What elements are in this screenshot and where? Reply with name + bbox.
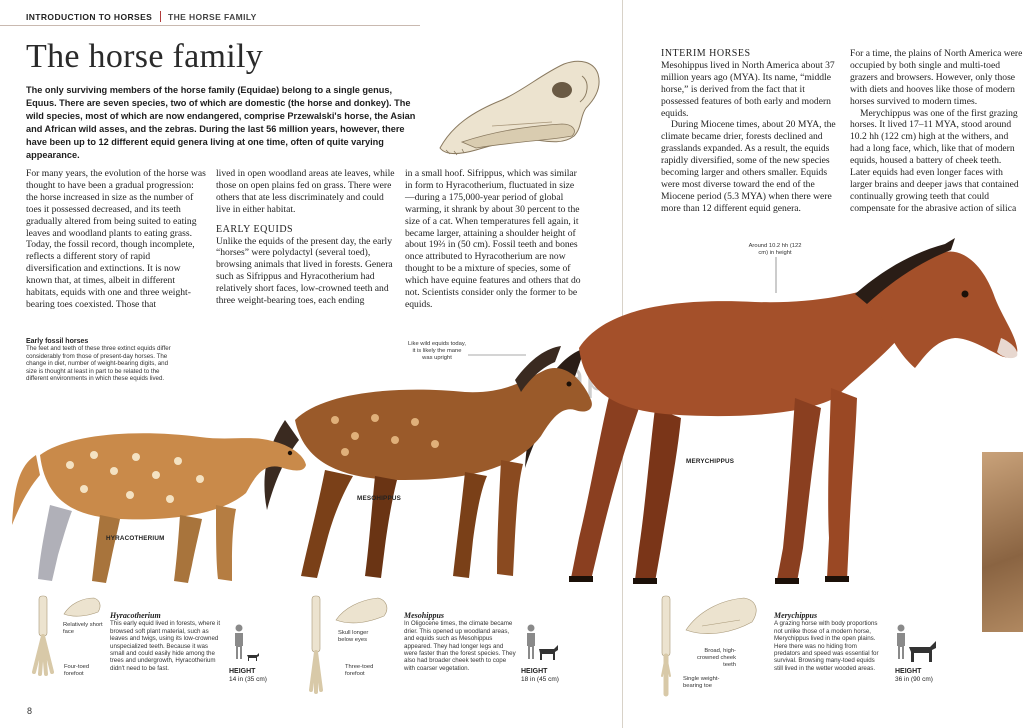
hyracotherium-skull-note: Relatively short face	[63, 622, 103, 635]
intro-paragraph: The only surviving members of the horse family (Equidae) belong to a single genus, Equus. There are seven species, two of which are domestic (the horse and donkey). The wild species, most of which are now endangered, comprise Przewalski's horse, the Asian and African wild asses, and the zebras. During the last 56 million years, however, there have been up to 12 different equid genera living at one time, often of quite varying appearance.	[26, 85, 416, 160]
mesohippus-illustration	[265, 340, 595, 588]
mesohippus-height	[521, 668, 559, 684]
mesohippus-height-label: HEIGHT	[521, 668, 548, 675]
page-number: 8	[27, 706, 33, 716]
mesohippus-foot-note: Three-toed forefoot	[345, 664, 374, 677]
early-equids-heading: EARLY EQUIDS	[216, 223, 294, 235]
hyracotherium-panel	[110, 612, 222, 672]
hyracotherium-scale-animal-icon	[246, 652, 260, 661]
body-column-2-text-a: lived in open woodland areas ate leaves, while those on open plains fed on grass. There were others that ate less discriminately and could live in either habitat.	[216, 168, 395, 215]
merychippus-height	[895, 668, 933, 684]
mesohippus-panel	[404, 612, 516, 672]
hyracotherium-panel-title: Hyracotherium	[110, 611, 161, 620]
merychippus-skull	[684, 596, 760, 638]
merychippus-foot-note: Single weight-bearing toe	[683, 676, 720, 689]
merychippus-panel-title: Merychippus	[774, 611, 818, 620]
running-head-section: INTRODUCTION TO HORSES	[26, 12, 153, 22]
mesohippus-panel-text: In Oligocene times, the climate became drier. This opened up woodland areas, and equids such as Mesohippus appeared. They had longer legs and were faster than the forest species. They also had broader cheek teeth to cope with coarser vegetation.	[404, 620, 516, 672]
body-column-5-text-a: For a time, the plains of North America were occupied by both single and multi-toed grazers and browsers. However, only those with diets and hooves like those of modern horses survived to modern times.	[850, 48, 1023, 107]
running-head-rule	[0, 25, 420, 26]
hyracotherium-illustration	[10, 415, 310, 590]
merychippus-height-value: 36 in (90 cm)	[895, 676, 933, 683]
body-column-3: in a small hoof. Sifrippus, which was similar in form to Hyracotherium, fluctuated in size—during a 175,000-year period of global warming, it shrank by about 30 percent to the size of a cat. When temperatures fell again, it became larger, attaining a shoulder height of about 19⅔ in (50 cm). Fossil teeth and bones once attributed to Hyracotherium are now thought to be a mixture of species, some of which have equine features and others that do not. Scientists consider only the former to be equids.	[405, 168, 581, 310]
hyracotherium-foot-bones	[30, 596, 56, 676]
running-head-chapter: THE HORSE FAMILY	[168, 12, 257, 22]
merychippus-foot-bones	[656, 596, 676, 696]
hyracotherium-label: HYRACOTHERIUM	[106, 535, 165, 542]
mesohippus-mane-note: Like wild equids today, it is likely the mane was upright	[408, 341, 466, 361]
hyracotherium-skull	[62, 596, 102, 618]
body-column-5-text-b: Merychippus was one of the first grazing horses. It lived 17–11 MYA, stood around 10.2 hh (122 cm) high at the withers, and had a long face, which, like that of modern equids, housed a battery of cheek teeth. Later equids had even longer faces with larger brains and deeper jaws that contained continually growing teeth that could compensate for the abrasive action of silica	[850, 107, 1019, 214]
merychippus-scale-human-icon	[894, 624, 908, 660]
merychippus-height-label: HEIGHT	[895, 668, 922, 675]
hyracotherium-scale-human-icon	[232, 624, 246, 660]
horse-skull-illustration	[432, 56, 604, 160]
fossil-horses-caption	[26, 338, 174, 382]
merychippus-label: MERYCHIPPUS	[686, 458, 735, 465]
hyracotherium-height-value: 14 in (35 cm)	[229, 676, 267, 683]
running-head	[0, 9, 420, 25]
mesohippus-foot-bones	[305, 596, 327, 694]
mesohippus-skull-note: Skull longer below eyes	[338, 630, 369, 643]
mesohippus-label: MESOHIPPUS	[357, 495, 401, 502]
merychippus-panel	[774, 612, 884, 672]
mesohippus-panel-title: Mesohippus	[404, 611, 445, 620]
hyracotherium-foot-note: Four-toed forefoot	[64, 664, 90, 677]
body-column-4	[661, 48, 839, 215]
mesohippus-height-value: 18 in (45 cm)	[521, 676, 559, 683]
page-title: The horse family	[26, 38, 264, 75]
mesohippus-scale-human-icon	[524, 624, 538, 660]
mesohippus-skull	[334, 596, 390, 626]
merychippus-height-note: Around 10.2 hh (122 cm) in height	[748, 243, 802, 256]
mesohippus-scale-animal-icon	[538, 644, 560, 660]
hyracotherium-panel-text: This early equid lived in forests, where it browsed soft plant material, such as leaves and twigs, using its low-crowned unspecialized teeth. Because it was small and could easily hide among the trees and undergrowth, Hyracotherium didn't need to be fast.	[110, 620, 221, 672]
body-column-4-text-a: Mesohippus lived in North America about 37 million years ago (MYA). Its name, “middle horse,” is derived from the fact that it possessed features of both early and modern equids.	[661, 59, 835, 119]
merychippus-panel-text: A grazing horse with body proportions not unlike those of a modern horse, Merychippus lived in the open plains. Here there was no hiding from predators and speed was essential for survival. Browsing many-toed equids still lived in the wetter wooded areas.	[774, 620, 879, 672]
body-column-4-text-b: During Miocene times, about 20 MYA, the climate became drier, forests declined and grasslands expanded. As a result, the equids rapidly diversified, some of the new species becoming larger and others smaller. Equids were most diverse toward the end of the Miocene period (5.3 MYA) when there were more than 12 different equid genera.	[661, 119, 836, 214]
hyracotherium-height-label: HEIGHT	[229, 668, 256, 675]
body-column-5	[850, 48, 1023, 215]
interim-horses-heading: INTERIM HORSES	[661, 48, 751, 59]
body-column-1: For many years, the evolution of the horse was thought to have been a gradual progression: the horse increased in size as the number of toes it possessed decreased, and its teeth gradually altered from being suited to eating leaves and woodland plants to eating grass. Today, the fossil record, though incomplete, reflects a different story of rapid diversification and extinctions. It is now known that, at times, albeit in different habitats, equids with one and three weight-bearing toes coexisted. Those that	[26, 168, 206, 310]
fossil-caption-text: The feet and teeth of these three extinct equids differ considerably from those of present-day horses. The change in diet, number of weight-bearing digits, and size is thought at least in part to be related to the different environments in which these equids lived.	[26, 345, 171, 383]
fossil-caption-title: Early fossil horses	[26, 338, 89, 345]
body-column-2-text-b: Unlike the equids of the present day, the early “horses” were polydactyl (several toed), browsing animals that lived in forests. Genera such as Sifrippus and Hyracotherium had relatively short faces, low-crowned teeth and three weight-bearing toes, each ending	[216, 235, 393, 307]
running-head-divider	[160, 11, 161, 22]
hyracotherium-height	[229, 668, 267, 684]
body-column-2	[216, 168, 396, 307]
cave-art-thumbnail	[982, 452, 1023, 632]
merychippus-skull-note: Broad, high-crowned cheek teeth	[697, 648, 736, 668]
merychippus-scale-animal-icon	[908, 640, 938, 662]
